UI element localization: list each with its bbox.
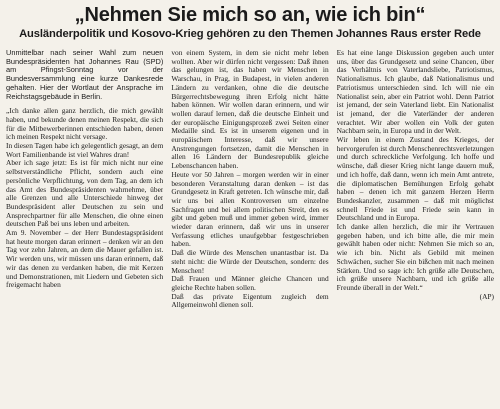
- paragraph: Daß das private Eigentum zugleich dem Allgemeinwohl dienen soll.: [171, 291, 329, 310]
- column-1: [6, 49, 163, 405]
- column-2: [171, 49, 328, 405]
- paragraph: Am 9. November – der Herr Bundestagspräsident hat heute morgen daran erinnert – denken wir an den Tag vor zehn Jahren, an dem die Mauer gefallen ist. Wir werden uns, wir müssen uns daran erinnern, daß wir das denen zu verdanken haben, die mit Kerzen und Demonstrationen, mit Liedern und Gebeten sich freigemacht haben: [6, 228, 164, 290]
- byline-source: (AP): [479, 291, 494, 301]
- headline: „Nehmen Sie mich so an, wie ich bin“: [74, 4, 426, 26]
- lead-paragraph: Unmittelbar nach seiner Wahl zum neuen Bundespräsidenten hat Johannes Rau (SPD) am Pfingst-Sonntag vor der Bundesversammlung eine kurze Dankesrede gehalten. Hier der Wortlaut der Ansprache im Reichstagsgebäude in Berlin.: [6, 49, 164, 101]
- article-columns: [6, 49, 494, 405]
- paragraph: von einem System, in dem sie nicht mehr leben wollten. Aber wir dürfen nicht vergessen: Daß ihnen das gelungen ist, das haben wir Menschen in Warschau, in Prag, in Budapest, in vielen anderen Ländern zu verdanken, ohne die die deutsche Bürgerrechtsbewegung ihren Erfolg nicht hätte haben können. Wir wollen daran erinnern, und wir wollen darauf lernen, daß die deutsche Einheit und der europäische Einigungsprozeß zwei Seiten einer Medaille sind. Es ist in unserem eigenen und in europäischem Interesse, daß wir unsere Anstrengungen fortsetzen, damit die Menschen in allen 16 Ländern der Bundesrepublik gleiche Lebenschancen haben.: [171, 49, 329, 171]
- subheadline: Ausländerpolitik und Kosovo-Krieg gehören zu den Themen Johannes Raus erster Rede: [19, 28, 481, 40]
- paragraph: Daß Frauen und Männer gleiche Chancen und gleiche Rechte haben sollen.: [171, 274, 329, 292]
- column-3: [337, 49, 494, 405]
- paragraph: Es hat eine lange Diskussion gegeben auch unter uns, über das Grundgesetz und seine Chancen, über das Verhältnis von Vaterlandsliebe, Patriotismus, Nationalismus. Ich glaube, daß Nationalismus und Patriotismus unterschieden sind. Ich will nie ein Nationalist sein, aber ein Patriot wohl. Denn Patriot ist jemand, der sein Vaterland liebt. Ein Nationalist ist jemand, der die Vaterländer der anderen verachtet. Wir aber wollen ein Volk der guten Nachbarn sein, in Europa und in der Welt.: [336, 49, 494, 136]
- paragraph: Daß die Würde des Menschen unantastbar ist. Da steht nicht: die Würde der Deutschen, sondern: des Menschen!: [171, 248, 329, 275]
- paragraph: Wir leben in einem Zustand des Krieges, der hervorgerufen ist durch Menschenrechtsverletzungen und durch schreckliche Verfolgung. Ich hoffe und wünsche, daß dieser Krieg nicht lange dauern muß, und ich hoffe, daß dann, wenn ich mein Amt antrete, die diplomatischen Bemühungen Erfolg gehabt haben – denen ich mit ganzem Herzen Herrn Bundeskanzler, zusammen – daß mit möglichst schnell Friede ist und Friede sein kann in Deutschland und in Europa.: [336, 135, 494, 223]
- paragraph: „Ich danke allen ganz herzlich, die mich gewählt haben, und bekunde denen meinen Respekt, die sich für die Mitbewerberinnen entschieden haben, denen ich meinen Respekt nicht versage.: [6, 106, 164, 142]
- paragraph: Heute vor 50 Jahren – morgen werden wir in einer besonderen Veranstaltung daran denken – ist das Grundgesetz in Kraft getreten. Ich wünsche mir, daß wir uns bei allen Kontroversen um einzelne Sachfragen und bei allem politischen Streit, den es gibt und geben muß und immer geben wird, immer wieder daran erinnern, daß wir uns in unserer Verfassung etliches unaufgebbar festgeschrieben haben.: [171, 169, 329, 249]
- paragraph: In diesen Tagen habe ich gelegentlich gesagt, an dem Wort Familienbande ist viel Wahres dran!: [6, 141, 164, 159]
- paragraph: Aber ich sage jetzt: Es ist für mich nicht nur eine selbstverständliche Pflicht, sondern auch eine persönliche Verpflichtung, von dem Tag, an dem ich das Amt des Bundespräsidenten wahrnehme, über alle Grenzen und alle Unterschiede hinweg der Bundespräsident aller Deutschen zu sein und Ansprechpartner für alle Menschen, die ohne einen deutschen Paß bei uns leben und arbeiten.: [6, 158, 164, 229]
- paragraph: Ich danke allen herzlich, die mir ihr Vertrauen gegeben haben, und ich bitte alle, die mir mein gewählt haben oder nicht: Nehmen Sie mich so an, wie ich bin. Nicht als Gebild mit meinen Schwächen, sucher Sie ein bißchen mit nach meinen Stärken. Und so sage ich: Ich grüße alle Deutschen, ich grüße unsere Nachbarn, und ich grüße alle Freunde überall in der Welt.“: [336, 222, 494, 292]
